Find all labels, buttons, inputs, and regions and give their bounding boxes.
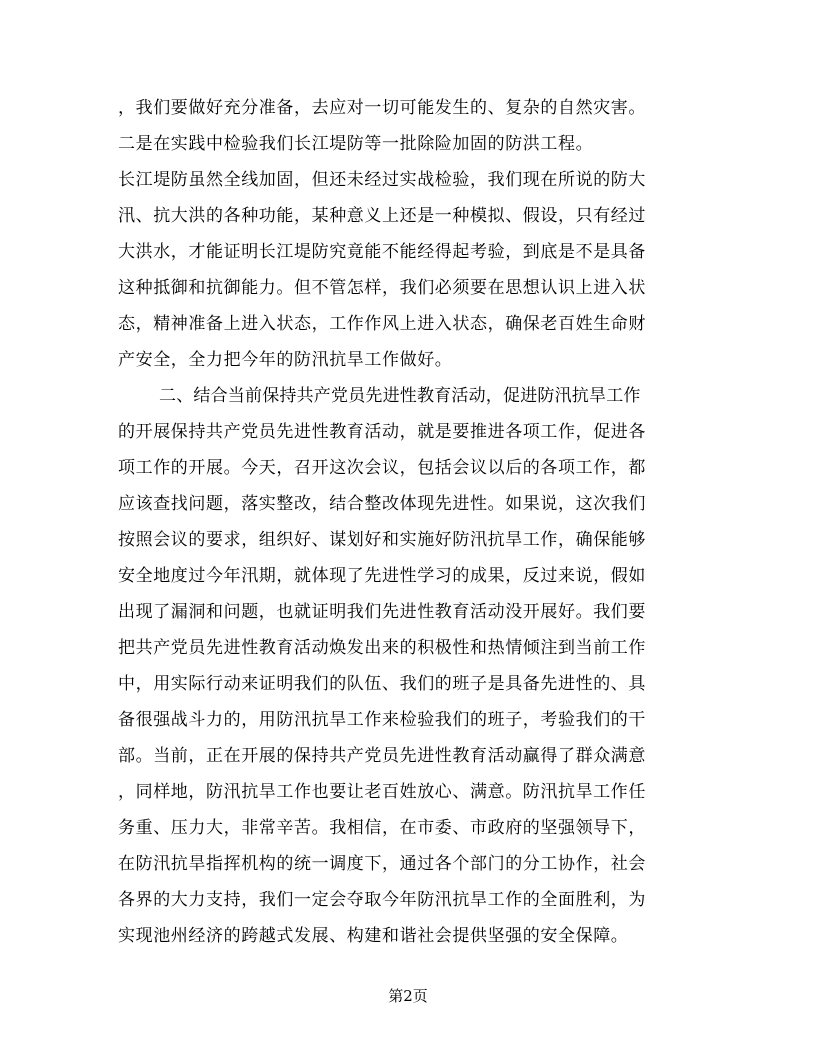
text-line: 备很强战斗力的，用防汛抗旱工作来检验我们的班子，考验我们的干: [118, 710, 646, 730]
text-line: 出现了漏洞和问题，也就证明我们先进性教育活动没开展好。我们要: [118, 602, 646, 622]
text-line: 务重、压力大，非常辛苦。我相信，在市委、市政府的坚强领导下，: [118, 818, 646, 838]
text-line: 的开展保持共产党员先进性教育活动，就是要推进各项工作，促进各: [118, 422, 646, 442]
text-line: 项工作的开展。今天，召开这次会议，包括会议以后的各项工作，都: [118, 458, 646, 478]
text-line: 态，精神准备上进入状态，工作作风上进入状态，确保老百姓生命财: [118, 314, 646, 334]
text-line: 中，用实际行动来证明我们的队伍、我们的班子是具备先进性的、具: [118, 674, 646, 694]
text-line: ，同样地，防汛抗旱工作也要让老百姓放心、满意。防汛抗旱工作任: [118, 782, 646, 802]
text-line: 部。当前，正在开展的保持共产党员先进性教育活动赢得了群众满意: [118, 746, 646, 766]
text-line: 在防汛抗旱指挥机构的统一调度下，通过各个部门的分工协作，社会: [118, 854, 646, 874]
text-line: 应该查找问题，落实整改，结合整改体现先进性。如果说，这次我们: [118, 494, 646, 514]
page-number: 第2页: [388, 987, 428, 1005]
text-line: 二是在实践中检验我们长江堤防等一批除险加固的防洪工程。: [118, 134, 594, 154]
text-line: ，我们要做好充分准备，去应对一切可能发生的、复杂的自然灾害。: [118, 98, 646, 118]
text-line: 按照会议的要求，组织好、谋划好和实施好防汛抗旱工作，确保能够: [118, 530, 646, 550]
text-line: 这种抵御和抗御能力。但不管怎样，我们必须要在思想认识上进入状: [118, 278, 646, 298]
text-line: 长江堤防虽然全线加固，但还未经过实战检验，我们现在所说的防大: [118, 170, 646, 190]
text-line: 汛、抗大洪的各种功能，某种意义上还是一种模拟、假设，只有经过: [118, 206, 646, 226]
text-line: 产安全，全力把今年的防汛抗旱工作做好。: [118, 350, 453, 370]
text-line: 实现池州经济的跨越式发展、构建和谐社会提供坚强的安全保障。: [118, 926, 629, 946]
text-line: 大洪水，才能证明长江堤防究竟能不能经得起考验，到底是不是具备: [118, 242, 646, 262]
text-line: 安全地度过今年汛期，就体现了先进性学习的成果，反过来说，假如: [118, 566, 646, 586]
text-line: 把共产党员先进性教育活动焕发出来的积极性和热情倾注到当前工作: [118, 638, 646, 658]
section-heading-line: 二、结合当前保持共产党员先进性教育活动，促进防汛抗旱工作: [159, 386, 641, 406]
text-line: 各界的大力支持，我们一定会夺取今年防汛抗旱工作的全面胜利，为: [118, 890, 646, 910]
